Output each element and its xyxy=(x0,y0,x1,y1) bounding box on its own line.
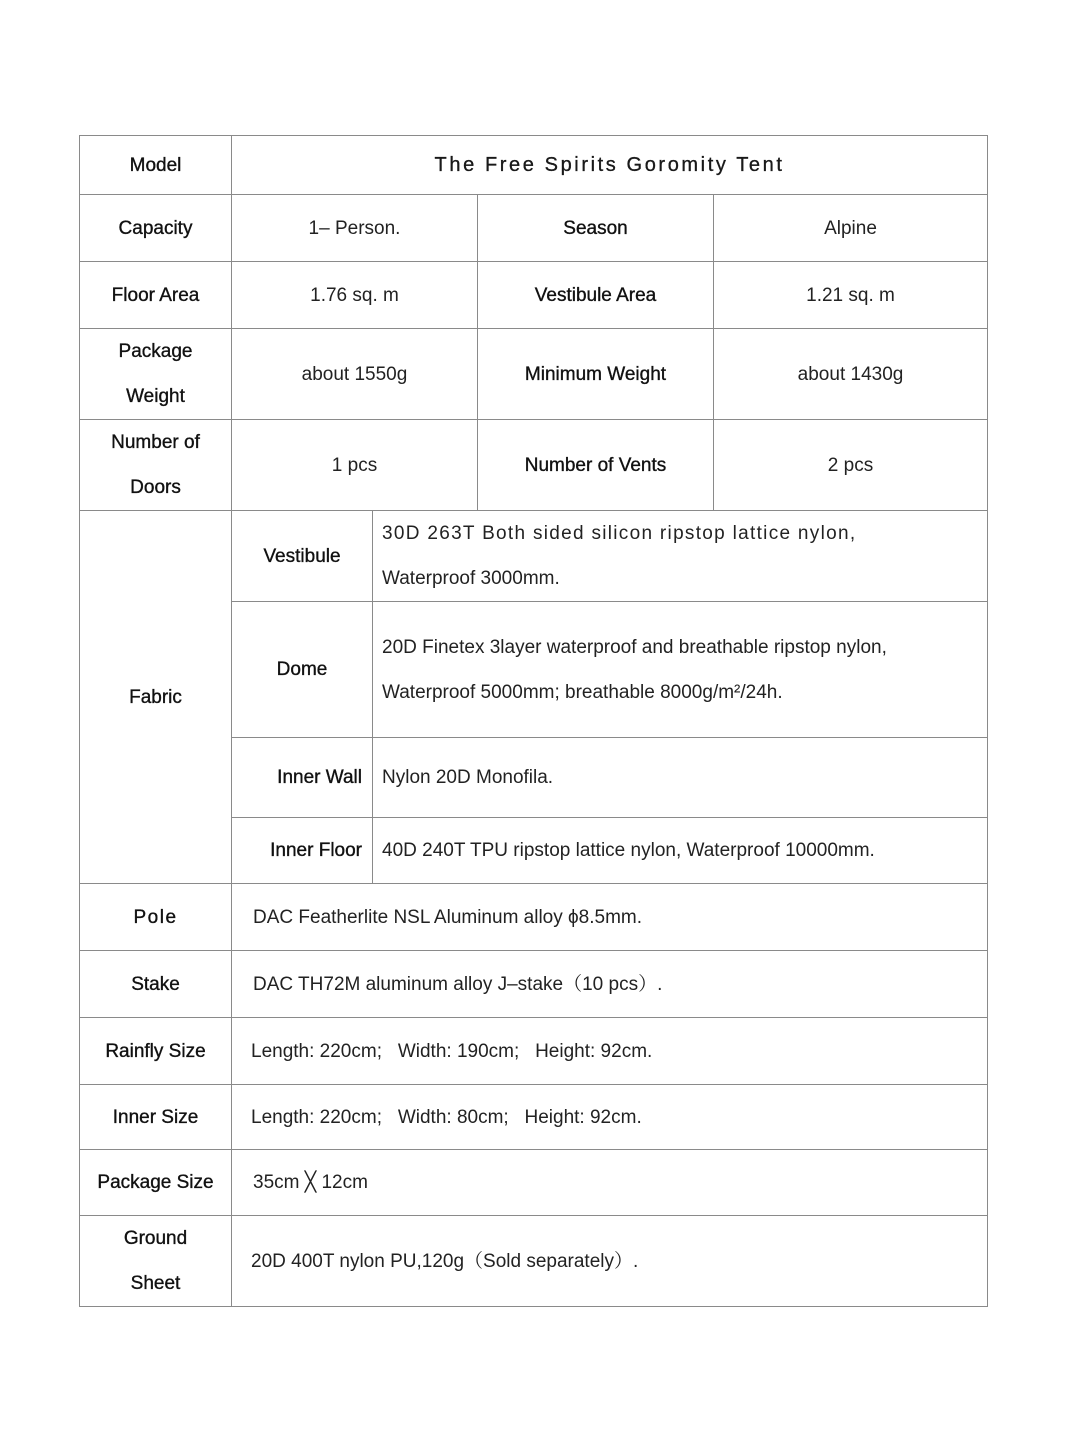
capacity-value: 1– Person. xyxy=(232,195,478,262)
fabric-vestibule-line1: 30D 263T Both sided silicon ripstop lattice nylon, xyxy=(382,523,857,544)
package-weight-value: about 1550g xyxy=(232,329,478,420)
fabric-inner-floor-label: Inner Floor xyxy=(232,818,373,884)
doors-label-line1: Number of xyxy=(111,432,200,453)
fabric-vestibule-line2: Waterproof 3000mm. xyxy=(382,568,560,589)
model-value: The Free Spirits Goromity Tent xyxy=(232,136,988,195)
ground-sheet-label-line1: Ground xyxy=(123,1228,188,1249)
row-capacity xyxy=(80,195,988,262)
ground-sheet-value: 20D 400T nylon PU,120g（Sold separately）. xyxy=(232,1216,988,1307)
vestibule-area-label: Vestibule Area xyxy=(478,262,714,329)
row-stake xyxy=(80,951,988,1018)
fabric-inner-wall-value: Nylon 20D Monofila. xyxy=(373,738,988,818)
row-ground-sheet xyxy=(80,1216,988,1307)
row-package-weight xyxy=(80,329,988,420)
stake-value: DAC TH72M aluminum alloy J–stake（10 pcs）. xyxy=(232,951,988,1018)
tent-spec-table xyxy=(79,135,988,1307)
pole-value: DAC Featherlite NSL Aluminum alloy ϕ8.5mm. xyxy=(232,884,988,951)
doors-label xyxy=(80,420,232,511)
package-size-value: 35cm ╳ 12cm xyxy=(232,1150,988,1216)
vents-value: 2 pcs xyxy=(714,420,988,511)
fabric-inner-wall-label: Inner Wall xyxy=(232,738,373,818)
row-pole xyxy=(80,884,988,951)
floor-area-value: 1.76 sq. m xyxy=(232,262,478,329)
row-rainfly-size xyxy=(80,1018,988,1085)
fabric-vestibule-value xyxy=(373,511,988,602)
rainfly-size-value: Length: 220cm; Width: 190cm; Height: 92cm. xyxy=(232,1018,988,1085)
minimum-weight-value: about 1430g xyxy=(714,329,988,420)
ground-sheet-label-line2: Sheet xyxy=(130,1273,181,1294)
vents-label: Number of Vents xyxy=(478,420,714,511)
rainfly-size-label: Rainfly Size xyxy=(80,1018,232,1085)
inner-size-value: Length: 220cm; Width: 80cm; Height: 92cm. xyxy=(232,1085,988,1150)
row-package-size xyxy=(80,1150,988,1216)
package-weight-label xyxy=(80,329,232,420)
row-doors xyxy=(80,420,988,511)
vestibule-area-value: 1.21 sq. m xyxy=(714,262,988,329)
fabric-dome-label: Dome xyxy=(232,602,373,738)
row-model xyxy=(80,136,988,195)
fabric-inner-floor-value: 40D 240T TPU ripstop lattice nylon, Waterproof 10000mm. xyxy=(373,818,988,884)
fabric-dome-value xyxy=(373,602,988,738)
floor-area-label: Floor Area xyxy=(80,262,232,329)
row-floor-area xyxy=(80,262,988,329)
stake-label: Stake xyxy=(80,951,232,1018)
season-label: Season xyxy=(478,195,714,262)
capacity-label: Capacity xyxy=(80,195,232,262)
package-weight-label-line1: Package xyxy=(118,341,193,362)
package-size-label: Package Size xyxy=(80,1150,232,1216)
inner-size-label: Inner Size xyxy=(80,1085,232,1150)
fabric-dome-line1: 20D Finetex 3layer waterproof and breathable ripstop nylon, xyxy=(382,636,887,658)
doors-value: 1 pcs xyxy=(232,420,478,511)
package-weight-label-line2: Weight xyxy=(126,386,185,407)
row-inner-size xyxy=(80,1085,988,1150)
fabric-vestibule-label: Vestibule xyxy=(232,511,373,602)
model-label: Model xyxy=(80,136,232,195)
doors-label-line2: Doors xyxy=(130,477,181,498)
fabric-label: Fabric xyxy=(80,511,232,884)
minimum-weight-label: Minimum Weight xyxy=(478,329,714,420)
ground-sheet-label xyxy=(80,1216,232,1307)
season-value: Alpine xyxy=(714,195,988,262)
fabric-dome-line2: Waterproof 5000mm; breathable 8000g/m²/24h. xyxy=(382,681,783,703)
pole-label: Pole xyxy=(80,884,232,951)
row-fabric-vestibule xyxy=(80,511,988,602)
